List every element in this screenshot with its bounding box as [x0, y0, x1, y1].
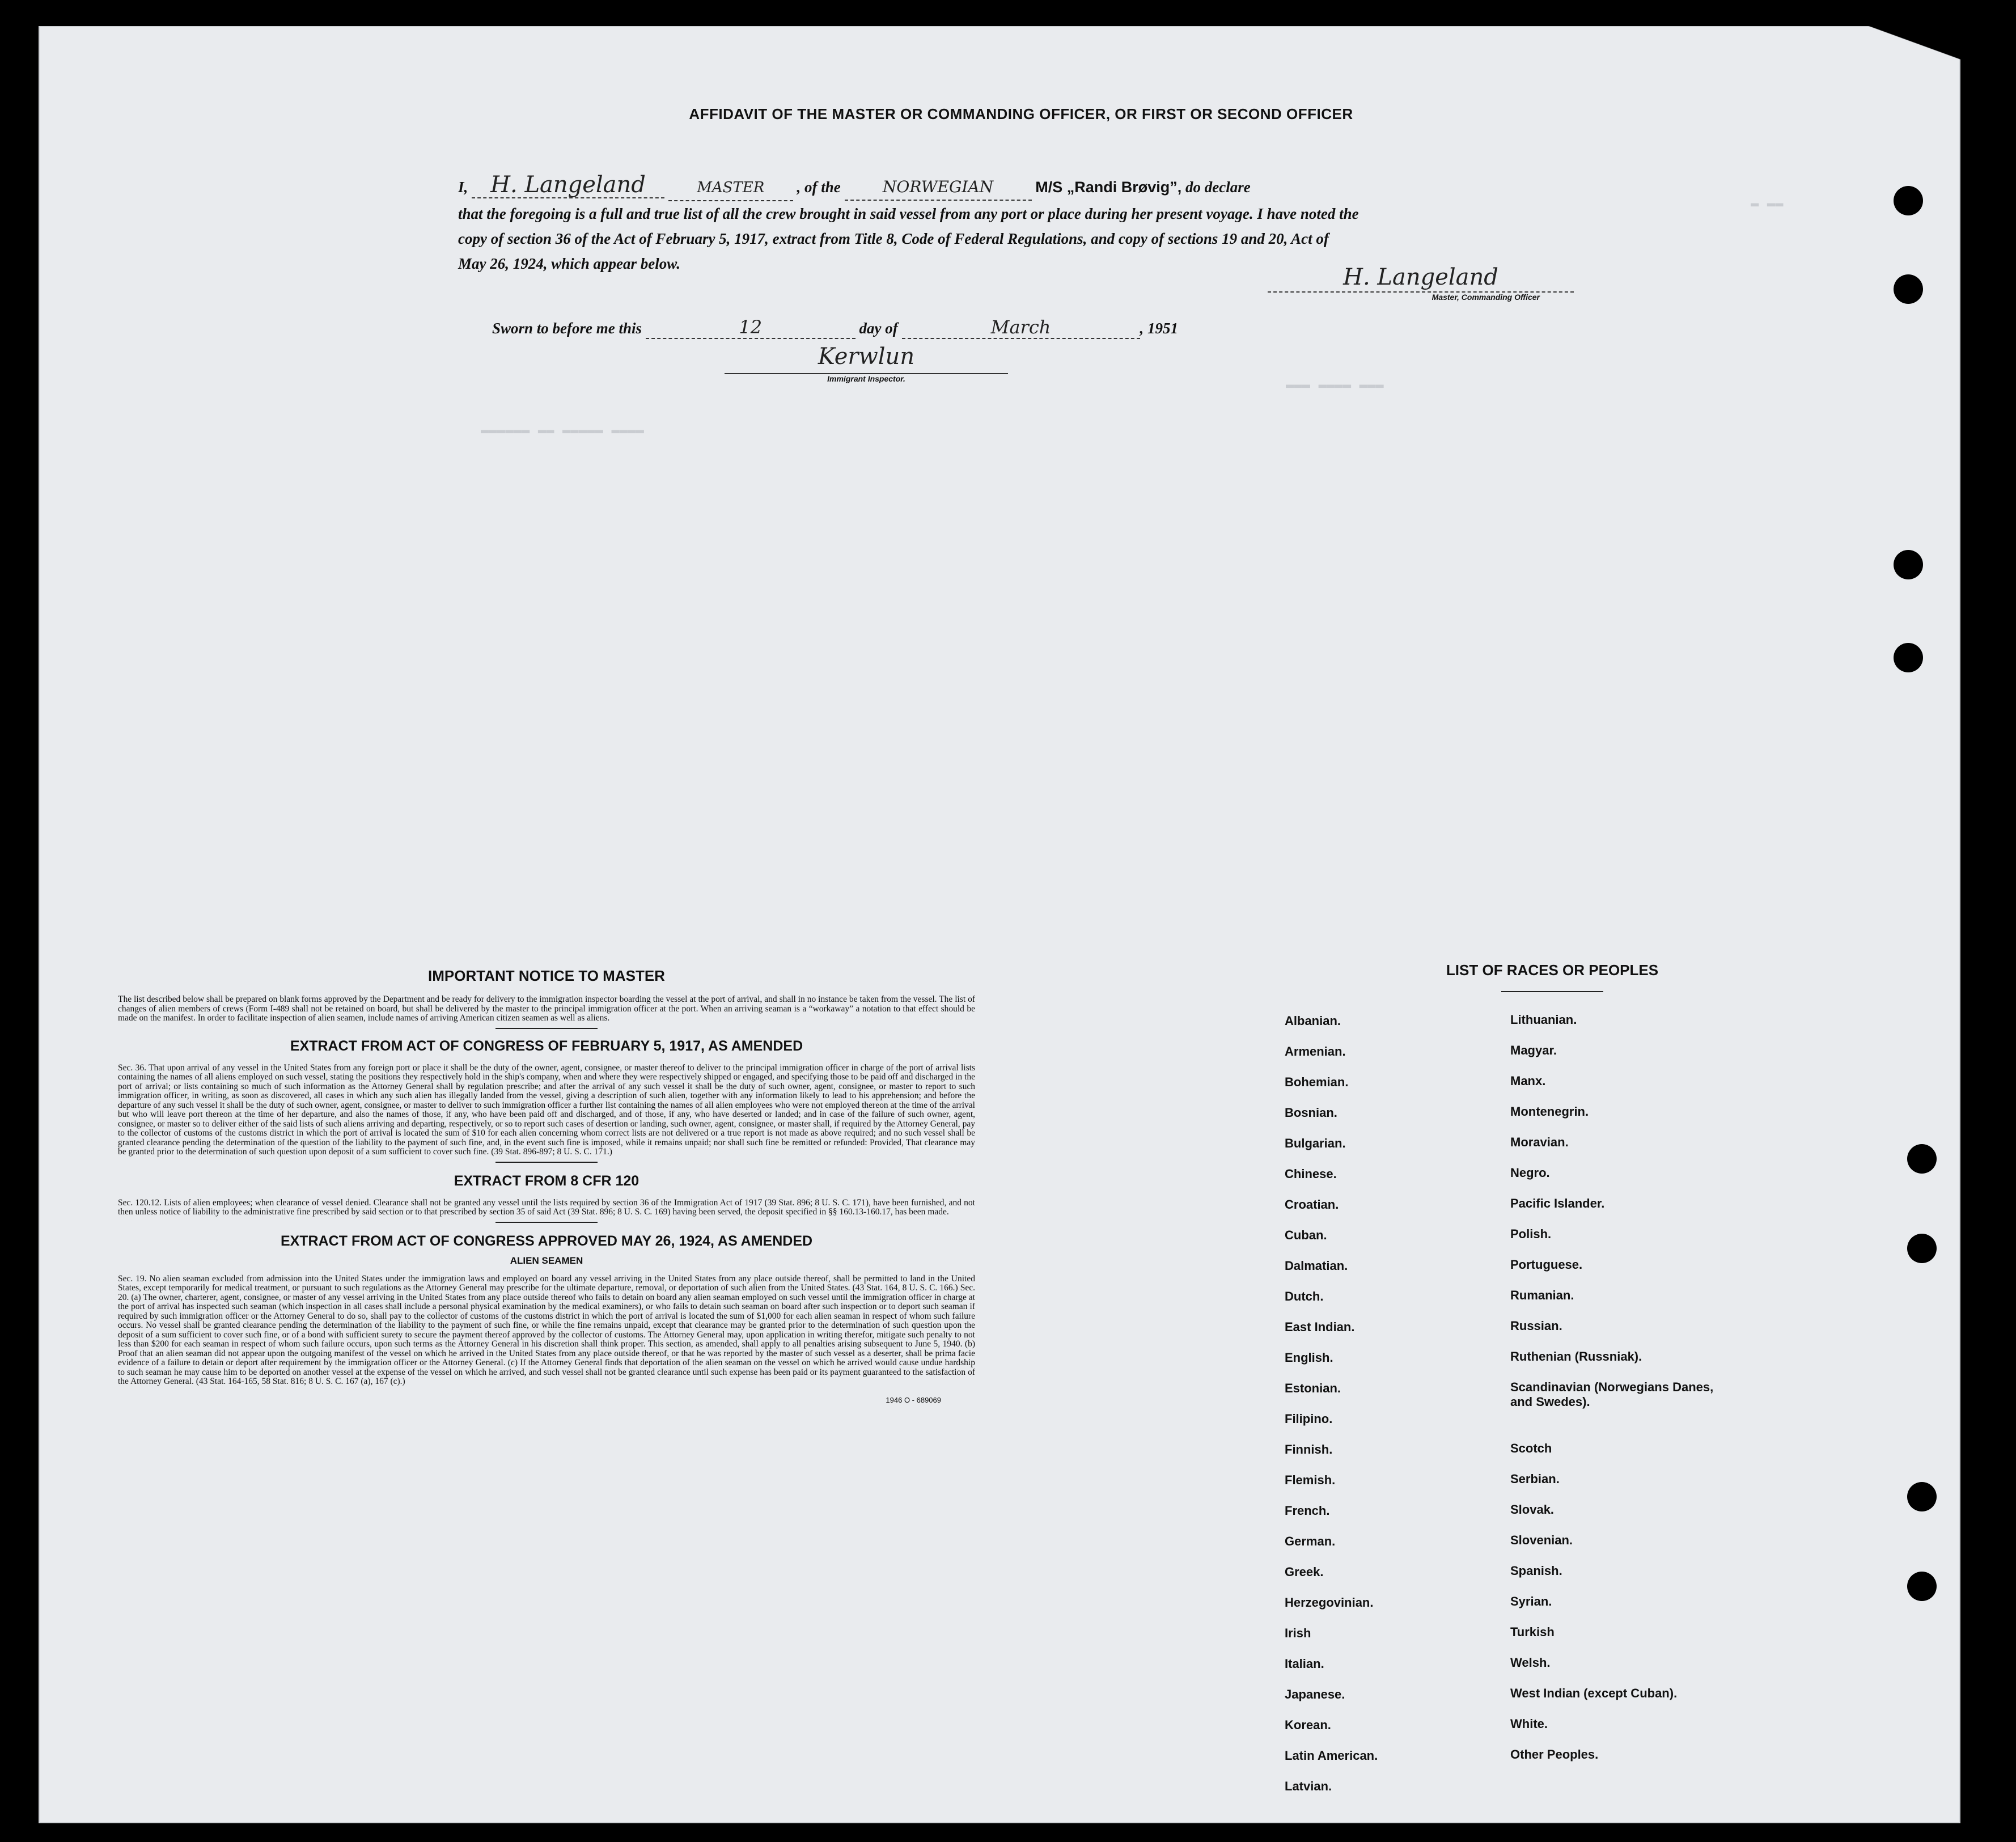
- race-left-item: Bosnian.: [1285, 1106, 1337, 1120]
- race-left-item: Japanese.: [1285, 1687, 1345, 1701]
- race-left-item: Bohemian.: [1285, 1075, 1349, 1089]
- master-signature-block: [1268, 264, 1574, 302]
- race-left-item: Dutch.: [1285, 1289, 1324, 1303]
- inspector-signature-block: [725, 344, 1008, 383]
- divider: [495, 1222, 598, 1223]
- rank-handwritten: MASTER: [668, 175, 793, 201]
- race-right-item: Portuguese.: [1510, 1257, 1583, 1272]
- races-divider: [1501, 991, 1603, 992]
- race-right-item: Other Peoples.: [1510, 1747, 1599, 1761]
- race-left-item: Finnish.: [1285, 1442, 1333, 1456]
- race-right-item: Manx.: [1510, 1074, 1546, 1088]
- master-signature: H. Langeland: [1268, 264, 1574, 293]
- race-left-item: Cuban.: [1285, 1228, 1327, 1242]
- race-right-item: Polish.: [1510, 1227, 1552, 1241]
- race-left-item: Albanian.: [1285, 1014, 1341, 1028]
- race-right-item: Syrian.: [1510, 1594, 1552, 1608]
- extract-1917-title: EXTRACT FROM ACT OF CONGRESS OF FEBRUARY 5, 1917, AS AMENDED: [290, 1038, 803, 1054]
- master-signature-caption: Master, Commanding Officer: [1431, 293, 1540, 302]
- race-right-item: Turkish: [1510, 1625, 1555, 1639]
- punch-hole: [1894, 274, 1923, 304]
- declaration-line-4: May 26, 1924, which appear below.: [458, 255, 681, 272]
- race-right-item: Moravian.: [1510, 1135, 1569, 1149]
- sworn-line: [492, 316, 1331, 339]
- race-right-item: Magyar.: [1510, 1043, 1557, 1057]
- race-right-item: Montenegrin.: [1510, 1104, 1589, 1119]
- punch-hole: [1907, 1572, 1937, 1601]
- punch-hole: [1894, 186, 1923, 215]
- inspector-caption: Immigrant Inspector.: [827, 374, 905, 383]
- race-right-item: Negro.: [1510, 1166, 1550, 1180]
- divider: [495, 1028, 598, 1029]
- sworn-text: Sworn to before me this: [492, 320, 642, 337]
- punch-hole: [1907, 1234, 1937, 1263]
- race-left-item: Latin American.: [1285, 1748, 1378, 1763]
- day-of-text: day of: [859, 320, 898, 337]
- race-right-item: West Indian (except Cuban).: [1510, 1686, 1678, 1700]
- do-declare-text: do declare: [1185, 179, 1251, 196]
- race-right-item: Scotch: [1510, 1441, 1552, 1455]
- race-left-item: English.: [1285, 1350, 1333, 1365]
- bleed-through-mark: ▬ ▬▬: [1751, 196, 1784, 211]
- declaration-line-2: that the foregoing is a full and true list of all the crew brought in said vessel from any port or place during her present voyage. I have noted the: [458, 205, 1359, 222]
- print-code: 1946 O - 689069: [886, 1395, 941, 1404]
- race-right-item: Rumanian.: [1510, 1288, 1574, 1302]
- month-handwritten: March: [902, 316, 1140, 339]
- race-right-item: Scandinavian (Norwegians Danes, and Swedes).: [1510, 1380, 1714, 1409]
- race-left-item: Greek.: [1285, 1565, 1324, 1579]
- nationality-handwritten: NORWEGIAN: [845, 175, 1032, 201]
- punch-hole: [1907, 1144, 1937, 1174]
- race-left-item: French.: [1285, 1504, 1330, 1518]
- notice-body: The list described below shall be prepared on blank forms approved by the Department and be ready for delivery to the immigration inspector boarding the vessel at the port of arrival, and shall in no instance be taken from the vessel. The list of changes of alien members of crews (Form I-489 shall not be retained on board, but shall be delivered by the master to the principal immigration officer at the port. When an arriving seaman is a “workaway” a notation to that effect should be made on the manifest. In order to facilitate inspection of alien seamen, include names of arriving American citizen seamen as well as aliens.: [118, 994, 975, 1023]
- race-left-item: Italian.: [1285, 1657, 1324, 1671]
- legal-notices: [118, 967, 975, 1404]
- torn-corner: [1853, 26, 1960, 60]
- race-left-item: Estonian.: [1285, 1381, 1341, 1395]
- race-right-item: Serbian.: [1510, 1472, 1560, 1486]
- document-page: [39, 26, 1960, 1823]
- affidavit-title: AFFIDAVIT OF THE MASTER OR COMMANDING OFFICER, OR FIRST OR SECOND OFFICER: [689, 105, 1353, 122]
- declaration-text: [458, 172, 1581, 276]
- extract-1924-body: Sec. 19. No alien seaman excluded from admission into the United States under the immigration laws and employed on board any vessel arriving in the United States from any place outside thereof, shall be permitted to land in the United States, except temporarily for medical treatment, or pursuant to such regulations as the Attorney General may prescribe for the ultimate departure, removal, or deportation of such alien from the United States. (43 Stat. 164, 8 U. S. C. 166.) Sec. 20. (a) The owner, charterer, agent, consignee, or master of any vessel arriving in the United States from any place outside thereof who fails to detain on board any alien seaman employed on such vessel until the immigration officer in charge at the port of arrival has inspected such seaman (which inspection in all cases shall include a personal physical examination by the medical examiners), or who fails to detain such seaman on board after such inspection or to deport such seaman if required by such immigration officer or the Attorney General to do so, shall pay to the collector of customs of the customs district in which the port of arrival is located the sum of $1,000 for each alien seaman in respect of whom such failure occurs. No vessel shall be granted clearance pending the determination of the liability to the payment of such fine, or while the fine remains unpaid, except that clearance may be granted prior to the determination of such question upon the deposit of a sum sufficient to cover such fine, or of a bond with sufficient surety to secure the payment thereof approved by the collector of customs. The Attorney General may, upon application in writing therefor, mitigate such penalty to not less than $200 for each seaman in respect of whom such failure occurs, upon such terms as the Attorney General in his discretion shall think proper. This section, as amended, shall apply to all penalties arising subsequent to June 5, 1940. (b) Proof that an alien seaman did not appear upon the outgoing manifest of the vessel on which he arrived in the United States from any place outside thereof, or that he was reported by the master of such vessel as a deserter, shall be prima facie evidence of a failure to detain or deport after requirement by the immigration officer or the Attorney General. (c) If the Attorney General finds that deportation of the alien seaman on the vessel on which he arrived would cause undue hardship to such seaman he may cause him to be deported on another vessel at the expense of the vessel on which he arrived, and such vessel shall not be granted clearance until such expense has been paid or its payment guaranteed to the satisfaction of the Attorney General. (43 Stat. 164-165, 58 Stat. 816; 8 U. S. C. 167 (a), 167 (c).): [118, 1273, 975, 1386]
- race-right-item: Welsh.: [1510, 1655, 1551, 1670]
- of-the-text: , of the: [797, 179, 841, 196]
- race-left-item: East Indian.: [1285, 1320, 1355, 1334]
- race-right-item: Russian.: [1510, 1319, 1562, 1333]
- race-left-item: Korean.: [1285, 1718, 1331, 1732]
- race-right-item: Pacific Islander.: [1510, 1196, 1605, 1210]
- declaration-line-3: copy of section 36 of the Act of February 5, 1917, extract from Title 8, Code of Federal Regulations, and copy of sections 19 and 20, Act of: [458, 230, 1329, 247]
- punch-hole: [1894, 643, 1923, 672]
- race-left-item: Armenian.: [1285, 1044, 1346, 1058]
- extract-8cfr-title: EXTRACT FROM 8 CFR 120: [454, 1172, 639, 1189]
- race-right-item: Slovak.: [1510, 1502, 1555, 1517]
- race-left-item: Filipino.: [1285, 1412, 1333, 1426]
- races-title: LIST OF RACES OR PEOPLES: [1446, 962, 1659, 979]
- race-right-item: Lithuanian.: [1510, 1013, 1577, 1027]
- extract-8cfr-body: Sec. 120.12. Lists of alien employees; when clearance of vessel denied. Clearance shall not be granted any vessel until the lists required by section 36 of the Immigration Act of 1917 (39 Stat. 896; 8 U. S. C. 171), have been furnished, and not then unless notice of liability to the administrative fine prescribed by said section or to that prescribed by section 35 of said Act (39 Stat. 896; 8 U. S. C. 169) having been served, the deposit specified in §§ 160.13-160.17, has been made.: [118, 1197, 975, 1217]
- race-left-item: Bulgarian.: [1285, 1136, 1346, 1150]
- race-left-item: Herzegovinian.: [1285, 1595, 1374, 1610]
- punch-hole: [1894, 550, 1923, 579]
- race-left-item: Dalmatian.: [1285, 1259, 1348, 1273]
- punch-hole: [1907, 1482, 1937, 1511]
- notice-title: IMPORTANT NOTICE TO MASTER: [428, 967, 665, 984]
- race-left-item: Irish: [1285, 1626, 1311, 1640]
- inspector-signature: Kerwlun: [725, 344, 1008, 374]
- extract-1924-title: EXTRACT FROM ACT OF CONGRESS APPROVED MAY 26, 1924, AS AMENDED: [280, 1233, 813, 1249]
- day-handwritten: 12: [646, 316, 855, 339]
- race-left-item: Chinese.: [1285, 1167, 1337, 1181]
- race-left-item: Latvian.: [1285, 1779, 1332, 1793]
- extract-1917-body: Sec. 36. That upon arrival of any vessel in the United States from any foreign port or place it shall be the duty of the owner, agent, consignee, or master thereof to deliver to the principal immigration officer in charge of the port of arrival lists containing the names of all aliens employed on such vessel, stating the positions they respectively hold in the ship's company, when and where they were respectively shipped or engaged, and specifying those to be paid off and discharged in the port of arrival; or lists containing so much of such information as the Attorney General shall by regulation prescribe; and after the arrival of any such vessel it shall be the duty of such owner, agent, consignee, or master to report to such immigration officer, in writing, as soon as discovered, all cases in which any such alien has illegally landed from the vessel, giving a description of such alien, together with any information likely to lead to his apprehension; and before the departure of any such vessel it shall be the duty of such owner, agent, consignee, or master to deliver to such immigration officer a further list containing the names of all alien employees who were not employed thereon at the time of the arrival but who will leave port thereon at the time of her departure, and also the names of those, if any, who have been paid off and discharged, and of those, if any, who have deserted or landed; and in case of the failure of such owner, agent, consignee, or master so to deliver either of the said lists of such aliens arriving and departing, respectively, or so to report such cases of desertion or landing, such owner, agent, consignee, or master shall, if required by the Attorney General, pay to the collector of customs of the customs district in which the port of arrival is located the sum of $10 for each alien concerning whom correct lists are not delivered or a true report is not made as above required; and no such vessel shall be granted clearance pending the determination of the question of the liability to the payment of such fine, and, in the event such fine is imposed, while it remains unpaid; nor shall such fine be remitted or refunded: Provided, That clearance may be granted prior to the determination of such question upon deposit of a sum sufficient to cover such fine. (39 Stat. 896-897; 8 U. S. C. 171.): [118, 1062, 975, 1157]
- bleed-through-mark: ▬▬▬ ▬▬▬▬ ▬▬▬: [1286, 378, 1384, 393]
- divider: [495, 1162, 598, 1163]
- bleed-through-mark: ▬▬▬▬▬▬ ▬▬ ▬▬▬▬▬ ▬▬▬▬: [481, 423, 645, 438]
- race-left-item: Flemish.: [1285, 1473, 1336, 1487]
- race-right-item: White.: [1510, 1717, 1548, 1731]
- i-prefix: I,: [458, 179, 468, 196]
- year-text: , 1951: [1140, 320, 1179, 337]
- race-right-item: Ruthenian (Russniak).: [1510, 1349, 1642, 1363]
- extract-1924-subtitle: ALIEN SEAMEN: [510, 1255, 583, 1266]
- race-right-item: Slovenian.: [1510, 1533, 1573, 1547]
- vessel-name: M/S „Randi Brøvig”,: [1035, 179, 1182, 196]
- race-right-item: Spanish.: [1510, 1564, 1562, 1578]
- race-left-item: German.: [1285, 1534, 1336, 1548]
- race-left-item: Croatian.: [1285, 1197, 1339, 1212]
- master-name-handwritten: H. Langeland: [472, 172, 664, 198]
